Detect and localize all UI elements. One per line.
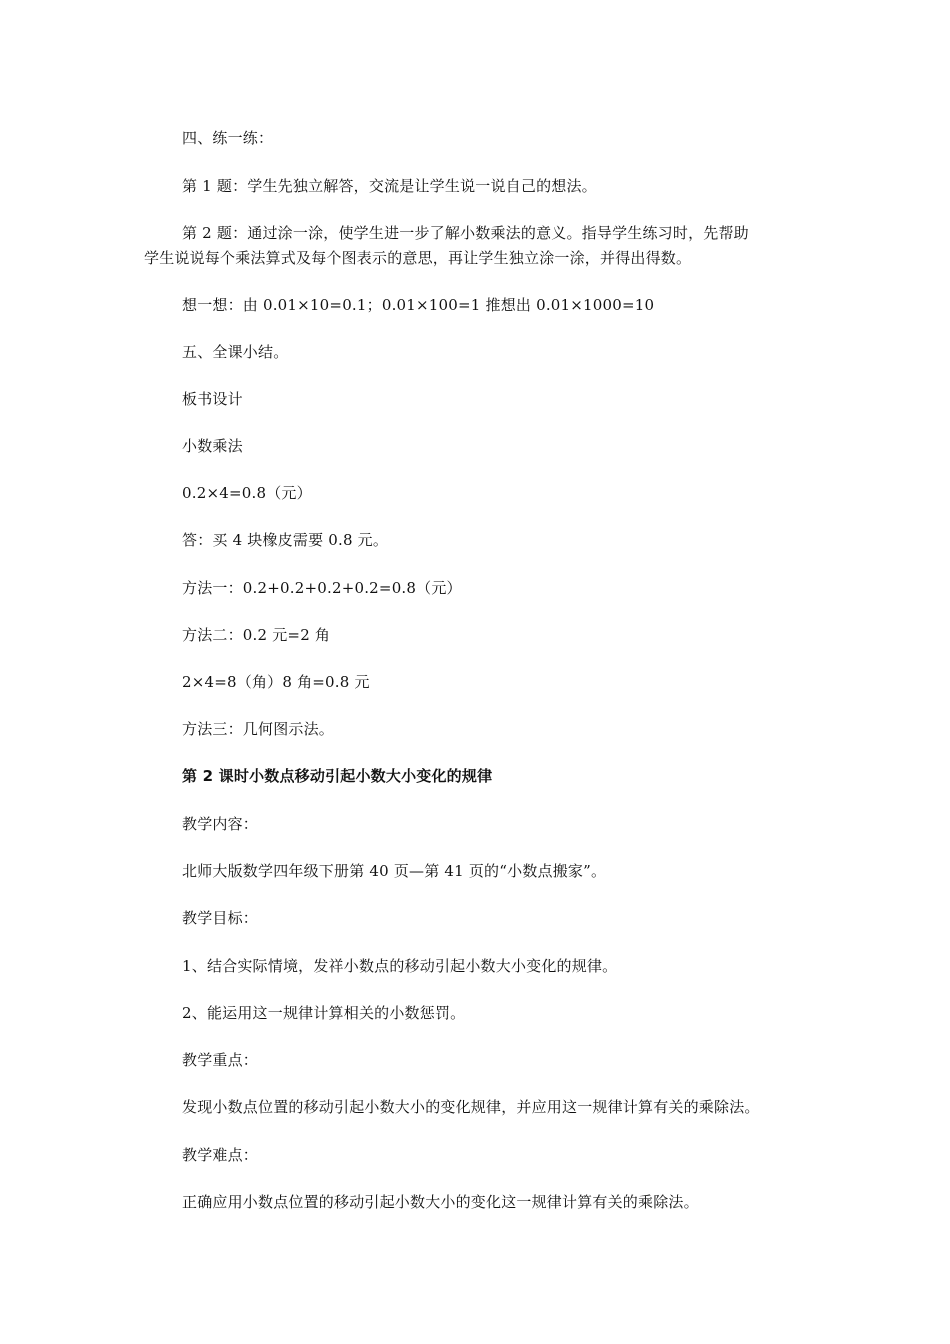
goals-label: 教学目标： [182, 909, 259, 927]
answer-text: 答：买 4 块橡皮需要 0.8 元。 [182, 531, 389, 549]
method-1-text: 方法一：0.2+0.2+0.2+0.2=0.8（元） [182, 579, 462, 597]
question-2-text-line2: 学生说说每个乘法算式及每个图表示的意思，再让学生独立涂一涂，并得出得数。 [144, 249, 692, 267]
goal-2-text: 2、能运用这一规律计算相关的小数惩罚。 [182, 1004, 466, 1022]
difficulty-label: 教学难点： [182, 1146, 259, 1164]
key-point-text: 发现小数点位置的移动引起小数大小的变化规律，并应用这一规律计算有关的乘除法。 [182, 1098, 760, 1116]
equation-1: 0.2×4=0.8（元） [182, 484, 312, 502]
goal-1-text: 1、结合实际情境，发祥小数点的移动引起小数大小变化的规律。 [182, 957, 618, 975]
summary-heading: 五、全课小结。 [182, 343, 289, 361]
practice-heading: 四、练一练： [182, 129, 274, 147]
method-2-continuation: 2×4=8（角）8 角=0.8 元 [182, 673, 370, 691]
content-label: 教学内容： [182, 815, 259, 833]
key-point-label: 教学重点： [182, 1051, 259, 1069]
think-text: 想一想：由 0.01×10=0.1；0.01×100=1 推想出 0.01×1000=10 [182, 296, 655, 314]
board-title: 小数乘法 [182, 437, 243, 455]
content-text: 北师大版数学四年级下册第 40 页—第 41 页的“小数点搬家”。 [182, 862, 607, 880]
lesson-2-title: 第 2 课时小数点移动引起小数大小变化的规律 [182, 767, 493, 785]
difficulty-text: 正确应用小数点位置的移动引起小数大小的变化这一规律计算有关的乘除法。 [182, 1193, 699, 1211]
question-1-text: 第 1 题：学生先独立解答，交流是让学生说一说自己的想法。 [182, 177, 597, 195]
question-2-text-line1: 第 2 题：通过涂一涂，使学生进一步了解小数乘法的意义。指导学生练习时，先帮助 [182, 224, 749, 242]
method-2-text: 方法二：0.2 元=2 角 [182, 626, 331, 644]
method-3-text: 方法三：几何图示法。 [182, 720, 335, 738]
board-design-label: 板书设计 [182, 390, 243, 408]
